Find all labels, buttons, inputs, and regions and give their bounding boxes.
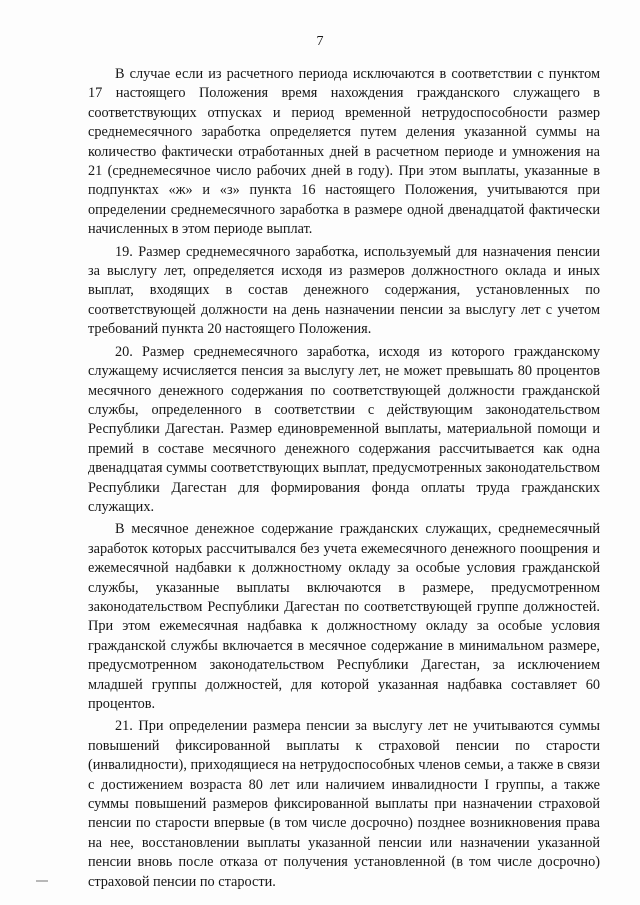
paragraph-calculation-period: В случае если из расчетного периода исключаются в соответствии с пунктом 17 настоящего Положения время нахождения гражданского служащего в соответствующих отпусках и период временной нетрудоспособности размер среднемесячного заработка определяется путем деления указанной суммы на количество фактически отработанных дней в расчетном периоде и умножения на 21 (среднемесячное число рабочих дней в году). При этом выплаты, указанные в подпунктах «ж» и «з» пункта 16 настоящего Положения, учитываются при определении среднемесячного заработка в размере одной двенадцатой фактически начисленных в этом периоде выплат.	[88, 66, 600, 238]
paragraph-item-19: 19. Размер среднемесячного заработка, используемый для назначения пенсии за выслугу лет, определяется исходя из размеров должностного оклада и иных выплат, входящих в состав денежного содержания, установленных по соответствующей должности на день назначении пенсии за выслугу лет с учетом требований пункта 20 настоящего Положения.	[88, 243, 600, 338]
paragraph-item-20: 20. Размер среднемесячного заработка, исходя из которого гражданскому служащему исчисляется пенсия за выслугу лет, не может превышать 80 процентов месячного денежного содержания по соответствующей должности гражданской службы, определенного в соответствии с действующим законодательством Республики Дагестан. Размер единовременной выплаты, материальной помощи и премий в составе месячного денежного содержания рассчитывается как одна двенадцатая суммы соответствующих выплат, предусмотренных законодательством Республики Дагестан для формирования фонда оплаты труда гражданских служащих.	[88, 343, 600, 515]
paragraph-item-21: 21. При определении размера пенсии за выслугу лет не учитываются суммы повышений фиксированной выплаты к страховой пенсии по старости (инвалидности), приходящиеся на нетрудоспособных членов семьи, а также в связи с достижением возраста 80 лет или наличием инвалидности I группы, а также суммы повышений размеров фиксированной выплаты при назначении страховой пенсии по старости впервые (в том числе досрочно) позднее возникновения права на нее, восстановлении выплаты указанной пенсии или назначении указанной пенсии вновь после отказа от получения установленной (в том числе досрочно) страховой пенсии по старости.	[88, 718, 600, 890]
scan-artifact-mark	[36, 880, 48, 882]
document-body	[88, 65, 600, 892]
page-number: 7	[316, 34, 324, 49]
paragraph-monthly-salary: В месячное денежное содержание гражданских служащих, среднемесячный заработок которых рассчитывался без учета ежемесячного денежного поощрения и ежемесячной надбавки к должностному окладу за особые условия гражданской службы, указанные выплаты включаются в размере, предусмотренном законодательством Республики Дагестан по соответствующей группе должностей. При этом ежемесячная надбавка к должностному окладу за особые условия гражданской службы включается в месячное содержание в минимальном размере, предусмотренном законодательством Республики Дагестан, за исключением младшей группы должностей, для которой указанная надбавка составляет 60 процентов.	[88, 521, 600, 712]
